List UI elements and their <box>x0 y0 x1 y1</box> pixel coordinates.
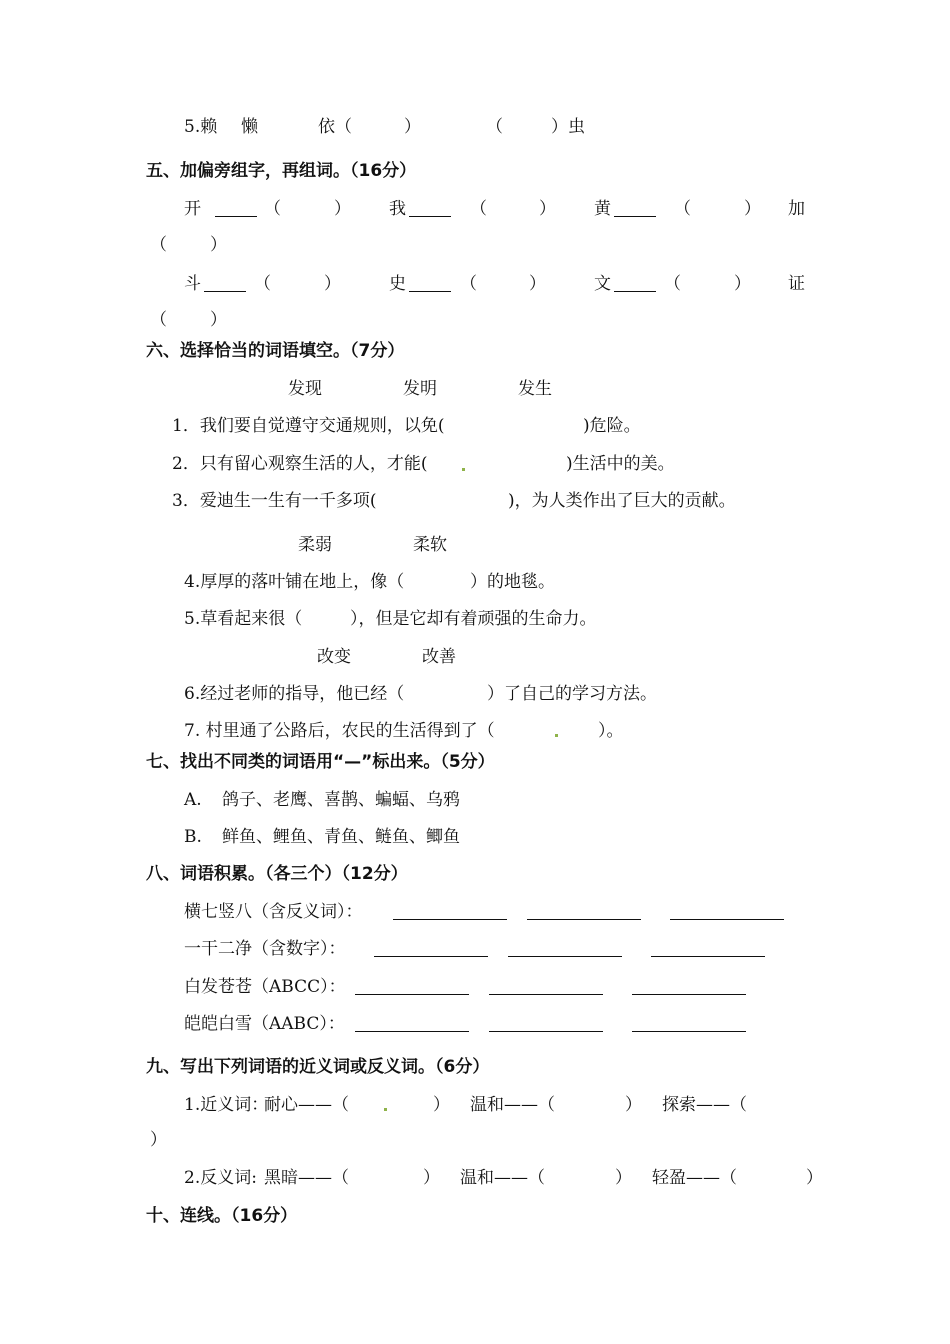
s6-sentence-2-a: 2．只有留心观察生活的人，才能( <box>172 454 428 474</box>
s6-mark-dot <box>462 468 465 471</box>
s7-b-words: 鲜鱼、鲤鱼、青鱼、鲢鱼、鲫鱼 <box>222 827 460 847</box>
s6-sentence-5-b: ），但是它却有着顽强的生命力。 <box>350 609 597 629</box>
s8-row-1-blank-2[interactable] <box>527 919 641 920</box>
s6-g1-word-2: 发明 <box>403 379 437 399</box>
s9-r1-close-1: ） <box>433 1095 450 1115</box>
s6-sentence-2-b: )生活中的美。 <box>566 454 675 474</box>
s5-r2-close-4: ） <box>210 310 227 330</box>
s6-sentence-3-a: 3．爱迪生一生有一千多项( <box>172 491 377 511</box>
s5-r2-open-1: （ <box>254 274 271 294</box>
s5-r1-blank-3[interactable] <box>614 216 656 217</box>
s5-r1-char-1: 开 <box>184 199 201 219</box>
s5-r2-open-2: （ <box>460 274 477 294</box>
section6-title: 六、选择恰当的词语填空。（7分） <box>146 341 405 361</box>
s5-r1-open-1: （ <box>264 199 281 219</box>
s5-r1-char-2: 我 <box>389 199 406 219</box>
s5-r1-open-3: （ <box>674 199 691 219</box>
s9-r1-close-2: ） <box>625 1095 642 1115</box>
s9-r2-close-2: ） <box>615 1168 632 1188</box>
s8-row-1-blank-3[interactable] <box>670 919 784 920</box>
s8-row-2-label: 一干二净（含数字）： <box>184 939 346 959</box>
section10-title: 十、连线。（16分） <box>146 1206 298 1226</box>
q4-row5-char-b: 依（ <box>318 117 352 137</box>
section8-title: 八、词语积累。（各三个）（12分） <box>146 864 408 884</box>
s6-sentence-1-b: )危险。 <box>583 416 641 436</box>
s5-r1-close-3: ） <box>744 199 761 219</box>
s8-row-3-blank-3[interactable] <box>632 994 746 995</box>
s7-b-label: B. <box>184 827 202 847</box>
s5-r1-close-2: ） <box>539 199 556 219</box>
s9-r1-word-2: 温和——（ <box>470 1095 555 1115</box>
s5-r2-open-3: （ <box>664 274 681 294</box>
q4-row5-char-a: 懒 <box>241 117 258 137</box>
section7-title: 七、找出不同类的词语用“—”标出来。（5分） <box>146 752 495 772</box>
s6-sentence-5-a: 5.草看起来很（ <box>184 609 303 629</box>
s6-g3-word-1: 改变 <box>317 647 351 667</box>
s9-r1-word-3: 探索——（ <box>662 1095 747 1115</box>
s6-g2-word-2: 柔软 <box>413 535 447 555</box>
s5-r1-blank-1[interactable] <box>215 216 257 217</box>
s8-row-1-label: 横七竖八（含反义词）： <box>184 902 363 922</box>
s9-r2-word-3: 轻盈——（ <box>652 1168 737 1188</box>
s6-sentence-6-b: ）了自己的学习方法。 <box>487 684 657 704</box>
s8-row-4-blank-1[interactable] <box>355 1031 469 1032</box>
q4-row5-close-c: ）虫 <box>551 117 585 137</box>
s5-r2-close-1: ） <box>324 274 341 294</box>
s6-sentence-4-b: ）的地毯。 <box>470 572 555 592</box>
s5-r2-blank-2[interactable] <box>409 291 451 292</box>
s8-row-4-blank-3[interactable] <box>632 1031 746 1032</box>
s6-g3-word-2: 改善 <box>422 647 456 667</box>
s5-r1-close-1: ） <box>334 199 351 219</box>
s9-r1-close-3: ） <box>150 1130 167 1150</box>
s6-sentence-7-a: 7. 村里通了公路后，农民的生活得到了（ <box>184 721 495 741</box>
s8-row-4-blank-2[interactable] <box>489 1031 603 1032</box>
s6-sentence-7-b: ）。 <box>598 721 624 741</box>
section5-title: 五、加偏旁组字，再组词。（16分） <box>146 161 417 181</box>
s5-r2-open-4: （ <box>150 310 167 330</box>
s8-row-4-label: 皑皑白雪（AABC）： <box>184 1014 345 1034</box>
s9-r2-close-1: ） <box>423 1168 440 1188</box>
section9-title: 九、写出下列词语的近义词或反义词。（6分） <box>146 1057 490 1077</box>
s5-r1-blank-2[interactable] <box>409 216 451 217</box>
s5-r2-close-2: ） <box>529 274 546 294</box>
s6-sentence-3-b: )，为人类作出了巨大的贡献。 <box>508 491 736 511</box>
s9-r1-word-1: 耐心——（ <box>264 1095 349 1115</box>
s8-row-3-blank-2[interactable] <box>489 994 603 995</box>
s8-row-2-blank-3[interactable] <box>651 956 765 957</box>
s5-r1-char-4: 加 <box>788 199 805 219</box>
s5-r2-char-1: 斗 <box>184 274 201 294</box>
s5-r1-char-3: 黄 <box>594 199 611 219</box>
s6-sentence-1-a: 1．我们要自觉遵守交通规则，以免( <box>172 416 445 436</box>
s8-row-3-blank-1[interactable] <box>355 994 469 995</box>
s8-row-2-blank-2[interactable] <box>508 956 622 957</box>
q4-row5-close-b: ） <box>404 117 421 137</box>
s9-mark-dot <box>384 1108 387 1111</box>
s5-r1-close-4: ） <box>210 235 227 255</box>
s5-r1-open-4: （ <box>150 235 167 255</box>
s5-r2-close-3: ） <box>734 274 751 294</box>
s5-r1-open-2: （ <box>470 199 487 219</box>
s6-g2-word-1: 柔弱 <box>298 535 332 555</box>
s6-g1-word-1: 发现 <box>288 379 322 399</box>
s5-r2-blank-1[interactable] <box>204 291 246 292</box>
s8-row-3-label: 白发苍苍（ABCC）： <box>184 977 346 997</box>
s5-r2-blank-3[interactable] <box>614 291 656 292</box>
s5-r2-char-2: 史 <box>389 274 406 294</box>
q4-row5-prefix: 5.赖 <box>184 117 218 137</box>
s9-r2-word-2: 温和——（ <box>460 1168 545 1188</box>
s8-row-2-blank-1[interactable] <box>374 956 488 957</box>
s6-mark-dot-2 <box>555 734 558 737</box>
s8-row-1-blank-1[interactable] <box>393 919 507 920</box>
s5-r2-char-3: 文 <box>594 274 611 294</box>
q4-row5-open-c: （ <box>486 117 503 137</box>
s9-r2-close-3: ） <box>806 1168 823 1188</box>
s9-r1-label: 1.近义词： <box>184 1095 269 1115</box>
s7-a-words: 鸽子、老鹰、喜鹊、蝙蝠、乌鸦 <box>222 790 460 810</box>
s9-r2-label: 2.反义词: <box>184 1168 257 1188</box>
s6-sentence-6-a: 6.经过老师的指导，他已经（ <box>184 684 405 704</box>
s5-r2-char-4: 证 <box>788 274 805 294</box>
s6-sentence-4-a: 4.厚厚的落叶铺在地上，像（ <box>184 572 405 592</box>
s6-g1-word-3: 发生 <box>518 379 552 399</box>
s9-r2-word-1: 黑暗——（ <box>264 1168 349 1188</box>
s7-a-label: A. <box>184 790 202 810</box>
